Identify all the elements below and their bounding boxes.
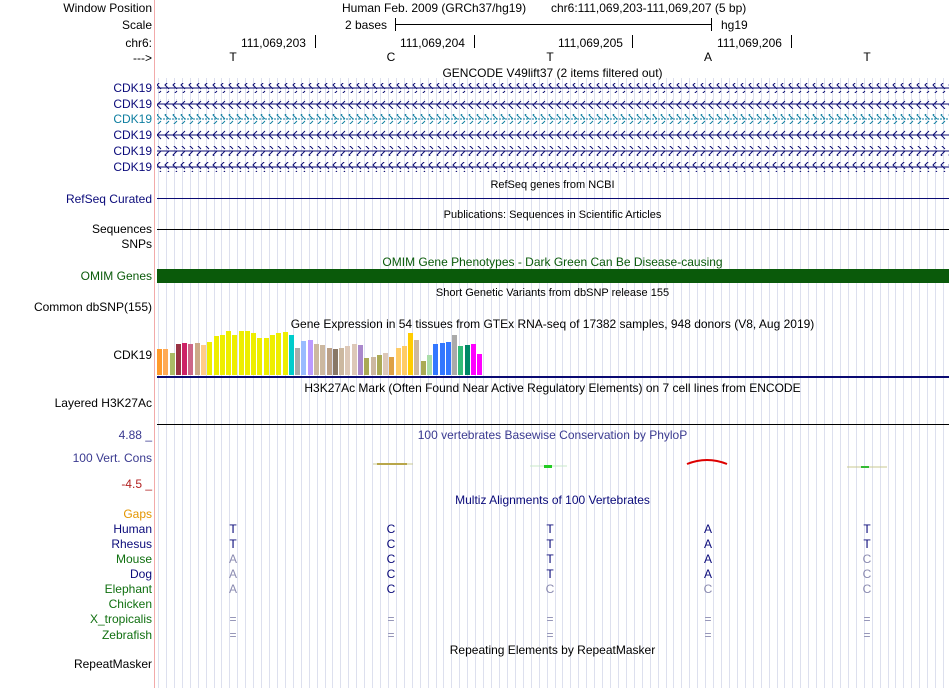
gtex-tissue-bar[interactable] <box>383 353 388 375</box>
gtex-tissue-bar[interactable] <box>327 348 332 375</box>
gtex-tissue-bar[interactable] <box>433 344 438 375</box>
species-label-dog: Dog <box>129 567 152 581</box>
alignment-base: C <box>545 582 555 596</box>
db-name: hg19 <box>721 18 748 32</box>
gtex-tissue-bar[interactable] <box>157 349 162 375</box>
transcript-line[interactable] <box>157 114 949 124</box>
alignment-base: T <box>229 522 237 536</box>
position-range: chr6:111,069,203-111,069,207 (5 bp) <box>551 1 747 15</box>
refseq-track-title[interactable]: RefSeq genes from NCBI <box>490 179 615 191</box>
alignment-base: = <box>704 628 712 642</box>
gtex-tissue-bar[interactable] <box>465 345 470 375</box>
alignment-base: T <box>863 537 871 551</box>
alignment-base: = <box>387 612 395 626</box>
conservation-min-value: -4.5 _ <box>121 477 152 491</box>
gtex-tissue-bar[interactable] <box>182 343 187 375</box>
gencode-track-title[interactable]: GENCODE V49lift37 (2 items filtered out) <box>442 66 663 80</box>
publications-track-title[interactable]: Publications: Sequences in Scientific Articles <box>443 209 662 221</box>
alignment-base: C <box>386 582 396 596</box>
gtex-tissue-bar[interactable] <box>239 331 244 375</box>
gtex-baseline <box>157 376 949 378</box>
alignment-base: T <box>546 537 554 551</box>
gencode-label-cdk19[interactable]: CDK19 <box>113 97 152 111</box>
alignment-base: A <box>703 522 712 536</box>
coord-tick <box>791 35 792 48</box>
gtex-tissue-bar[interactable] <box>232 335 237 375</box>
transcript-line[interactable] <box>157 162 949 172</box>
alignment-base: A <box>703 552 712 566</box>
transcript-line[interactable] <box>157 99 949 109</box>
label-snps[interactable]: SNPs <box>121 237 152 251</box>
gencode-label-cdk19[interactable]: CDK19 <box>113 81 152 95</box>
coord-tick <box>315 35 316 48</box>
alignment-base: A <box>228 582 237 596</box>
alignment-base: = <box>704 612 712 626</box>
alignment-base: = <box>546 612 554 626</box>
scale-bar-tick <box>395 18 396 31</box>
base-letter: A <box>703 50 712 64</box>
gtex-tissue-bar[interactable] <box>377 355 382 375</box>
gtex-tissue-bar[interactable] <box>220 335 225 375</box>
gtex-tissue-bar[interactable] <box>251 333 256 375</box>
transcript-line[interactable] <box>157 130 949 140</box>
species-label-elephant: Elephant <box>104 582 152 596</box>
gencode-label-cdk19[interactable]: CDK19 <box>113 112 152 126</box>
coord-label: 111,069,204 <box>400 36 465 50</box>
alignment-base: C <box>386 537 396 551</box>
label-sequences[interactable]: Sequences <box>91 222 152 236</box>
label-window-position: Window Position <box>63 1 152 15</box>
gtex-tissue-bar[interactable] <box>308 340 313 375</box>
gtex-tissue-bar[interactable] <box>371 357 376 375</box>
label-layered-h3k27ac[interactable]: Layered H3K27Ac <box>54 396 152 410</box>
label-gtex-cdk19[interactable]: CDK19 <box>113 348 152 362</box>
gtex-tissue-bar[interactable] <box>333 349 338 375</box>
gtex-tissue-bar[interactable] <box>289 335 294 375</box>
publications-line[interactable] <box>157 229 949 230</box>
scale-bar <box>395 24 711 25</box>
phylop-track-title[interactable]: 100 vertebrates Basewise Conservation by PhyloP <box>417 428 688 442</box>
alignment-base: C <box>703 582 713 596</box>
gtex-tissue-bar[interactable] <box>427 355 432 375</box>
gtex-tissue-bar[interactable] <box>264 338 269 375</box>
alignment-base: T <box>863 522 871 536</box>
gtex-tissue-bar[interactable] <box>440 343 445 375</box>
gtex-tissue-bar[interactable] <box>320 345 325 375</box>
alignment-base: A <box>703 567 712 581</box>
species-label-human: Human <box>113 522 152 536</box>
alignment-base: = <box>546 628 554 642</box>
scale-bar-tick <box>711 18 712 31</box>
omim-gene-bar[interactable] <box>157 269 949 283</box>
gtex-bar-chart[interactable] <box>157 331 547 375</box>
scale-text: 2 bases <box>345 18 388 32</box>
gtex-tissue-bar[interactable] <box>195 343 200 375</box>
alignment-base: C <box>862 552 872 566</box>
coord-label: 111,069,203 <box>241 36 306 50</box>
coord-label: 111,069,205 <box>558 36 623 50</box>
alignment-base: C <box>386 567 396 581</box>
gtex-tissue-bar[interactable] <box>358 345 363 375</box>
gtex-tissue-bar[interactable] <box>396 348 401 375</box>
alignment-base: A <box>228 567 237 581</box>
base-letter: T <box>546 50 554 64</box>
alignment-base: T <box>229 537 237 551</box>
h3k27ac-line[interactable] <box>157 424 949 425</box>
gtex-tissue-bar[interactable] <box>176 344 181 375</box>
gencode-label-cdk19[interactable]: CDK19 <box>113 128 152 142</box>
gencode-transcripts[interactable] <box>155 80 950 176</box>
multiz-track-title[interactable]: Multiz Alignments of 100 Vertebrates <box>455 493 650 507</box>
alignment-base: A <box>703 537 712 551</box>
species-label-rhesus: Rhesus <box>111 537 152 551</box>
alignment-base: T <box>546 522 554 536</box>
alignment-base: = <box>387 628 395 642</box>
omim-track-title[interactable]: OMIM Gene Phenotypes - Dark Green Can Be Disease-causing <box>382 255 723 269</box>
gtex-tissue-bar[interactable] <box>245 331 250 375</box>
gtex-tissue-bar[interactable] <box>283 332 288 375</box>
gtex-tissue-bar[interactable] <box>188 344 193 375</box>
gtex-tissue-bar[interactable] <box>170 353 175 375</box>
base-letter: T <box>229 50 237 64</box>
coord-tick <box>474 35 475 48</box>
alignment-base: A <box>228 552 237 566</box>
gencode-label-cdk19[interactable]: CDK19 <box>113 144 152 158</box>
alignment-base: = <box>863 612 871 626</box>
coord-label: 111,069,206 <box>717 36 782 50</box>
track-labels <box>0 0 155 688</box>
species-label-x-tropicalis: X_tropicalis <box>89 612 152 626</box>
gtex-tissue-bar[interactable] <box>471 344 476 375</box>
gtex-tissue-bar[interactable] <box>352 344 357 375</box>
alignment-base: = <box>863 628 871 642</box>
alignment-base: T <box>546 552 554 566</box>
alignment-base: C <box>386 552 396 566</box>
alignment-base: C <box>862 567 872 581</box>
alignment-base: C <box>386 522 396 536</box>
label-common-dbsnp[interactable]: Common dbSNP(155) <box>33 300 152 314</box>
gtex-tissue-bar[interactable] <box>295 348 300 375</box>
label-repeatmasker[interactable]: RepeatMasker <box>73 657 152 671</box>
transcript-line[interactable] <box>157 83 949 93</box>
label-omim-genes[interactable]: OMIM Genes <box>80 269 152 283</box>
gtex-tissue-bar[interactable] <box>414 340 419 375</box>
gtex-tissue-bar[interactable] <box>270 335 275 375</box>
gtex-tissue-bar[interactable] <box>389 357 394 375</box>
gtex-tissue-bar[interactable] <box>364 358 369 375</box>
gtex-tissue-bar[interactable] <box>421 361 426 375</box>
phylop-plot[interactable] <box>155 452 950 476</box>
gtex-tissue-bar[interactable] <box>257 338 262 375</box>
assembly-title: Human Feb. 2009 (GRCh37/hg19) <box>342 1 527 15</box>
species-label-mouse: Mouse <box>115 552 152 566</box>
alignment-base: = <box>229 628 237 642</box>
label-chromosome: chr6: <box>125 36 152 50</box>
gtex-tissue-bar[interactable] <box>276 333 281 375</box>
gtex-tissue-bar[interactable] <box>345 346 350 375</box>
gtex-tissue-bar[interactable] <box>226 331 231 375</box>
conservation-max-value: 4.88 _ <box>118 428 152 442</box>
h3k27ac-track-title[interactable]: H3K27Ac Mark (Often Found Near Active Regulatory Elements) on 7 cell lines from ENCODE <box>304 381 801 395</box>
gtex-tissue-bar[interactable] <box>458 346 463 375</box>
gtex-tissue-bar[interactable] <box>477 354 482 375</box>
species-label-zebrafish: Zebrafish <box>101 628 152 642</box>
label-100-vert-cons[interactable]: 100 Vert. Cons <box>72 451 152 465</box>
gtex-tissue-bar[interactable] <box>402 346 407 375</box>
alignment-base: T <box>546 567 554 581</box>
species-label-chicken: Chicken <box>108 597 152 611</box>
alignment-base: C <box>862 582 872 596</box>
gtex-track-title[interactable]: Gene Expression in 54 tissues from GTEx RNA-seq of 17382 samples, 948 donors (V8, Aug 2019) <box>290 317 815 331</box>
gtex-tissue-bar[interactable] <box>408 333 413 375</box>
gtex-tissue-bar[interactable] <box>163 349 168 375</box>
gtex-tissue-bar[interactable] <box>201 345 206 375</box>
label-strand[interactable]: ---> <box>133 51 152 65</box>
gtex-tissue-bar[interactable] <box>339 348 344 375</box>
label-scale: Scale <box>121 18 152 32</box>
coord-tick <box>632 35 633 48</box>
base-letter: C <box>386 50 396 64</box>
gtex-tissue-bar[interactable] <box>207 342 212 375</box>
track-display[interactable] <box>155 0 950 688</box>
base-letter: T <box>863 50 871 64</box>
gtex-tissue-bar[interactable] <box>314 344 319 375</box>
transcript-line[interactable] <box>157 146 949 156</box>
gencode-label-cdk19[interactable]: CDK19 <box>113 160 152 174</box>
gtex-tissue-bar[interactable] <box>301 341 306 375</box>
dbsnp-track-title[interactable]: Short Genetic Variants from dbSNP release 155 <box>435 287 670 299</box>
alignment-base: = <box>229 612 237 626</box>
gtex-tissue-bar[interactable] <box>214 336 219 375</box>
label-gaps: Gaps <box>123 507 152 521</box>
label-refseq-curated[interactable]: RefSeq Curated <box>65 192 152 206</box>
refseq-line[interactable] <box>157 198 949 199</box>
repeatmasker-track-title[interactable]: Repeating Elements by RepeatMasker <box>449 643 656 657</box>
gtex-tissue-bar[interactable] <box>452 335 457 375</box>
gtex-tissue-bar[interactable] <box>446 342 451 375</box>
